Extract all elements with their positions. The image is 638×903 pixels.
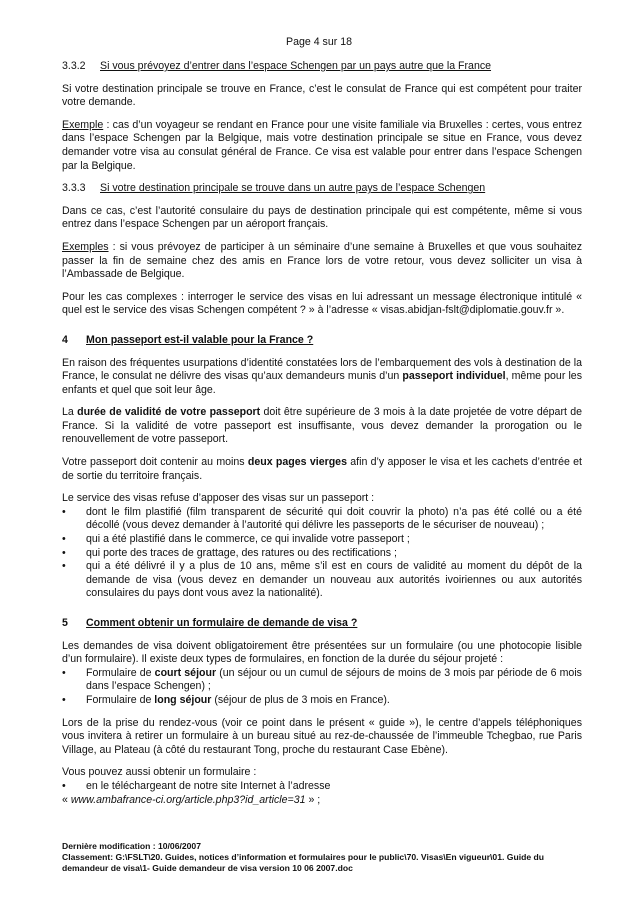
paragraph xyxy=(62,357,582,398)
paragraph: Le service des visas refuse d’apposer des visas sur un passeport : xyxy=(62,492,375,505)
list-item-text: qui a été délivré il y a plus de 10 ans, même s’il est en cours de validité au moment du dépôt de la demande de visa (vous devez en demander un nouveau aux autorités ivoiriennes ou aux autorités consulaires du pays dont vous avez la nationalité). xyxy=(86,560,582,600)
paragraph: Lors de la prise du rendez-vous (voir ce point dans le présent « guide »), le centre d’appels téléphoniques vous invitera à retirer un formulaire à un bureau situé au rez-de-chaussée de l’immeuble Tchegbao, rue Paris Village, au Plateau (à côté du restaurant Tong, proche du restaurant Case Ebène). xyxy=(62,716,582,756)
list-item xyxy=(62,780,582,794)
bullet-icon: • xyxy=(62,693,66,706)
list-item xyxy=(62,547,582,561)
paragraph: Les demandes de visa doivent obligatoirement être présentées sur un formulaire (ou une photocopie lisible d’un formulaire). Il existe deux types de formulaires, en fonction de la durée du séjour projeté : xyxy=(62,639,582,666)
paragraph xyxy=(62,456,582,483)
section-number: 4 xyxy=(62,333,68,346)
list-item-text: qui porte des traces de grattage, des ratures ou des rectifications ; xyxy=(86,546,397,559)
example-text: : si vous prévoyez de participer à un séminaire d’une semaine à Bruxelles et que vous souhaitez passer la fin de semaine chez des amis en France lors de votre retour, vous devez solliciter un visa à l’Ambassade de Belgique. xyxy=(62,240,582,281)
example-label: Exemples xyxy=(62,240,109,253)
document-body xyxy=(62,60,582,807)
text: , même pour les enfants et quel que soit leur âge. xyxy=(62,370,582,396)
section-number: 3.3.2 xyxy=(62,60,86,72)
document-footer xyxy=(62,841,582,874)
paragraph: Vous pouvez aussi obtenir un formulaire : xyxy=(62,766,257,779)
bullet-icon: • xyxy=(62,546,66,559)
quote-close: » ; xyxy=(305,793,321,806)
text: (séjour de plus de 3 mois en France). xyxy=(211,693,390,706)
refusal-list xyxy=(62,506,582,601)
list-item xyxy=(62,694,582,708)
section-title: Si vous prévoyez d’entrer dans l’espace Schengen par un pays autre que la France xyxy=(100,60,492,72)
text: (un séjour ou un cumul de séjours de moins de 3 mois par période de 6 mois dans l’espace Schengen) ; xyxy=(86,666,582,693)
list-item xyxy=(62,533,582,547)
example-text: : cas d’un voyageur se rendant en France pour une visite familiale via Bruxelles : certes, vous entrez dans l’espace Schengen par la Belgique, mais votre destination principale se situe en France, vous devez demander votre visa au consulat général de France. Ce visa est valable pour entrer dans l’espace Schengen par la Belgique. xyxy=(62,118,582,172)
page-number-header: Page 4 sur 18 xyxy=(286,36,352,48)
list-item xyxy=(62,560,582,601)
bullet-icon: • xyxy=(62,505,66,518)
list-item xyxy=(62,506,582,533)
download-list xyxy=(62,780,582,794)
bullet-icon: • xyxy=(62,560,66,573)
bullet-icon: • xyxy=(62,666,66,679)
text: doit être supérieure de 3 mois à la date projetée de votre départ de France. Si la validité de votre passeport est insuffisante, vous devez demander la prorogation ou le renouvellement de votre passeport. xyxy=(62,406,582,446)
paragraph: Dans ce cas, c’est l’autorité consulaire du pays de destination principale qui est compétente, même si vous entrez dans l’espace Schengen par un aéroport français. xyxy=(62,204,582,231)
section-4-heading xyxy=(62,334,582,348)
bullet-icon: • xyxy=(62,779,66,792)
quote-open: « xyxy=(62,793,71,806)
last-modified: Dernière modification : 10/06/2007 xyxy=(62,841,201,851)
bullet-icon: • xyxy=(62,533,66,546)
example-paragraph xyxy=(62,119,582,173)
section-number: 3.3.3 xyxy=(62,182,86,195)
emphasis: court séjour xyxy=(154,666,217,679)
section-3-3-2-heading xyxy=(62,60,582,74)
paragraph xyxy=(62,406,582,447)
example-paragraph xyxy=(62,241,582,282)
website-address-line xyxy=(62,794,582,808)
emphasis: long séjour xyxy=(154,693,212,706)
section-3-3-3-heading xyxy=(62,182,582,196)
list-item xyxy=(62,667,582,694)
section-title: Comment obtenir un formulaire de demande de visa ? xyxy=(86,617,358,629)
emphasis: durée de validité de votre passeport xyxy=(77,406,261,419)
section-title: Si votre destination principale se trouve dans un autre pays de l’espace Schengen xyxy=(100,182,486,195)
section-number: 5 xyxy=(62,617,68,629)
text: afin d’y apposer le visa et les cachets d’entrée et de sortie du territoire français. xyxy=(62,456,582,482)
example-label: Exemple xyxy=(62,118,104,131)
section-5-heading xyxy=(62,617,582,631)
text: Votre passeport doit contenir au moins xyxy=(62,456,248,469)
form-type-list xyxy=(62,667,582,708)
text: La xyxy=(62,406,78,419)
list-item-text: qui a été plastifié dans le commerce, ce qui invalide votre passeport ; xyxy=(86,533,410,546)
list-item-text: dont le film plastifié (film transparent de sécurité qui doit couvrir la photo) n’a pas été collé ou a été décollé (vous devez demander à l’autorité qui délivre les passeports de le sécuriser de nouveau) ; xyxy=(86,505,582,532)
website-link[interactable]: www.ambafrance-ci.org/article.php3?id_article=31 xyxy=(70,793,306,806)
text: en le téléchargeant de notre site Internet à l’adresse xyxy=(86,779,331,792)
text: Formulaire de xyxy=(86,666,155,679)
emphasis: deux pages vierges xyxy=(247,456,347,469)
file-classification: Classement: G:\FSLT\20. Guides, notices d’information et formulaires pour le public\70. Visas\En vigueur\01. Guide du demandeur de visa\1- Guide demandeur de visa version 10 06 2007.doc xyxy=(62,852,544,873)
emphasis: passeport individuel xyxy=(402,370,506,383)
text: Formulaire de xyxy=(86,693,155,706)
text: En raison des fréquentes usurpations d’identité constatées lors de l’embarquement des vols à destination de la France, le consulat ne délivre des visas qu’aux demandeurs munis d’un xyxy=(62,356,582,383)
section-title: Mon passeport est-il valable pour la France ? xyxy=(86,333,314,346)
paragraph: Pour les cas complexes : interroger le service des visas en lui adressant un message électronique intitulé « quel est le service des visas Schengen compétent ? » à l’adresse « visas.abidjan-fslt@diplomatie.gouv.fr ». xyxy=(62,290,582,317)
paragraph: Si votre destination principale se trouve en France, c’est le consulat de France qui est compétent pour traiter votre demande. xyxy=(62,82,582,109)
